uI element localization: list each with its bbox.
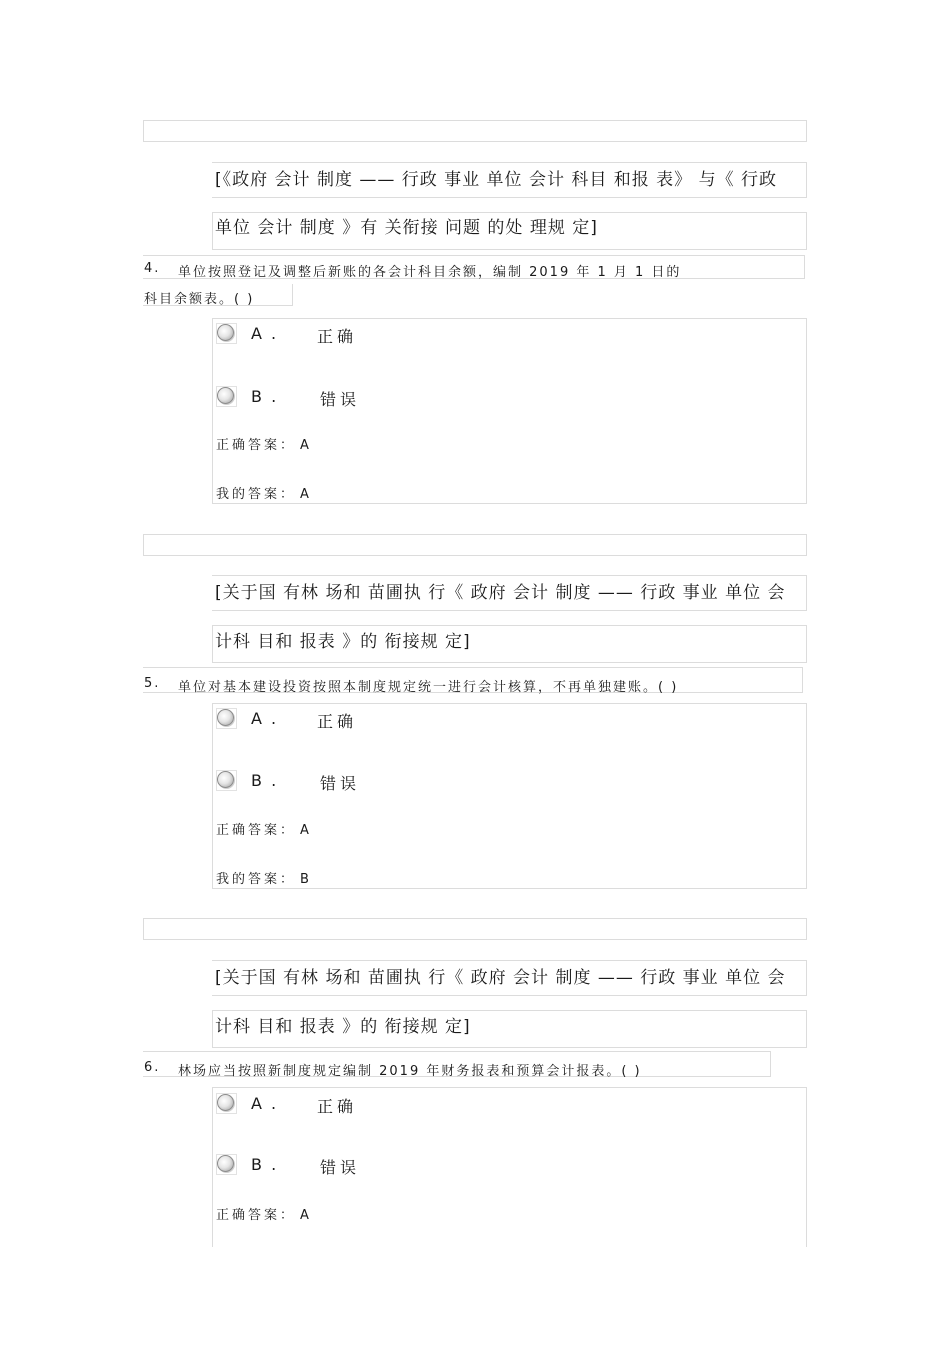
correct-answer-value: A <box>300 823 309 838</box>
radio-icon[interactable] <box>217 324 234 341</box>
option-letter: B . <box>251 1155 279 1174</box>
my-answer-label: 我的答案： <box>216 487 297 502</box>
separator-bar <box>143 534 807 556</box>
separator-bar <box>143 918 807 940</box>
radio-icon[interactable] <box>217 709 234 726</box>
option-text: 错误 <box>320 1158 361 1177</box>
question-text-line2: 科目余额表。( ) <box>144 292 255 307</box>
correct-answer <box>216 1204 309 1223</box>
question-text-line1: 单位按照登记及调整后新账的各会计科目余额，编制 2019 年 1 月 1 日的 <box>178 265 682 280</box>
question-number: 4. <box>144 261 161 276</box>
radio-icon[interactable] <box>217 1094 234 1111</box>
question-source-line2: 计科 目和 报表 》的 衔接规 定] <box>215 1017 471 1037</box>
radio-icon[interactable] <box>217 1155 234 1172</box>
question-text-line1: 单位对基本建设投资按照本制度规定统一进行会计核算，不再单独建账。( ) <box>178 680 679 695</box>
my-answer-label: 我的答案： <box>216 872 297 887</box>
my-answer-value: B <box>300 872 309 887</box>
options-box <box>212 1087 807 1247</box>
option-text: 错误 <box>320 390 361 409</box>
option-text: 正确 <box>317 712 358 731</box>
radio-icon[interactable] <box>217 771 234 788</box>
separator-bar <box>143 120 807 142</box>
question-source-line1: [关于国 有林 场和 苗圃执 行《 政府 会计 制度 —— 行政 事业 单位 会 <box>215 968 786 988</box>
my-answer <box>216 483 309 502</box>
radio-icon[interactable] <box>217 387 234 404</box>
options-box <box>212 703 807 889</box>
correct-answer <box>216 819 309 838</box>
correct-answer-value: A <box>300 1208 309 1223</box>
question-number: 6. <box>144 1060 161 1075</box>
option-letter: A . <box>251 709 279 728</box>
correct-answer-label: 正确答案： <box>216 438 297 453</box>
question-text-line1: 林场应当按照新制度规定编制 2019 年财务报表和预算会计报表。( ) <box>178 1064 642 1079</box>
option-letter: A . <box>251 1094 279 1113</box>
question-source-line2: 单位 会计 制度 》有 关衔接 问题 的处 理规 定] <box>215 218 598 238</box>
option-letter: A . <box>251 324 279 343</box>
option-text: 错误 <box>320 774 361 793</box>
question-source-line1: [关于国 有林 场和 苗圃执 行《 政府 会计 制度 —— 行政 事业 单位 会 <box>215 583 786 603</box>
option-text: 正确 <box>317 327 358 346</box>
correct-answer <box>216 434 309 453</box>
question-source-line2: 计科 目和 报表 》的 衔接规 定] <box>215 632 471 652</box>
my-answer <box>216 868 309 887</box>
options-box <box>212 318 807 504</box>
correct-answer-label: 正确答案： <box>216 1208 297 1223</box>
correct-answer-value: A <box>300 438 309 453</box>
option-letter: B . <box>251 771 279 790</box>
option-text: 正确 <box>317 1097 358 1116</box>
my-answer-value: A <box>300 487 309 502</box>
question-source-line1: [《政府 会计 制度 —— 行政 事业 单位 会计 科目 和报 表》 与《 行政 <box>215 170 777 190</box>
option-letter: B . <box>251 387 279 406</box>
correct-answer-label: 正确答案： <box>216 823 297 838</box>
question-number: 5. <box>144 676 161 691</box>
